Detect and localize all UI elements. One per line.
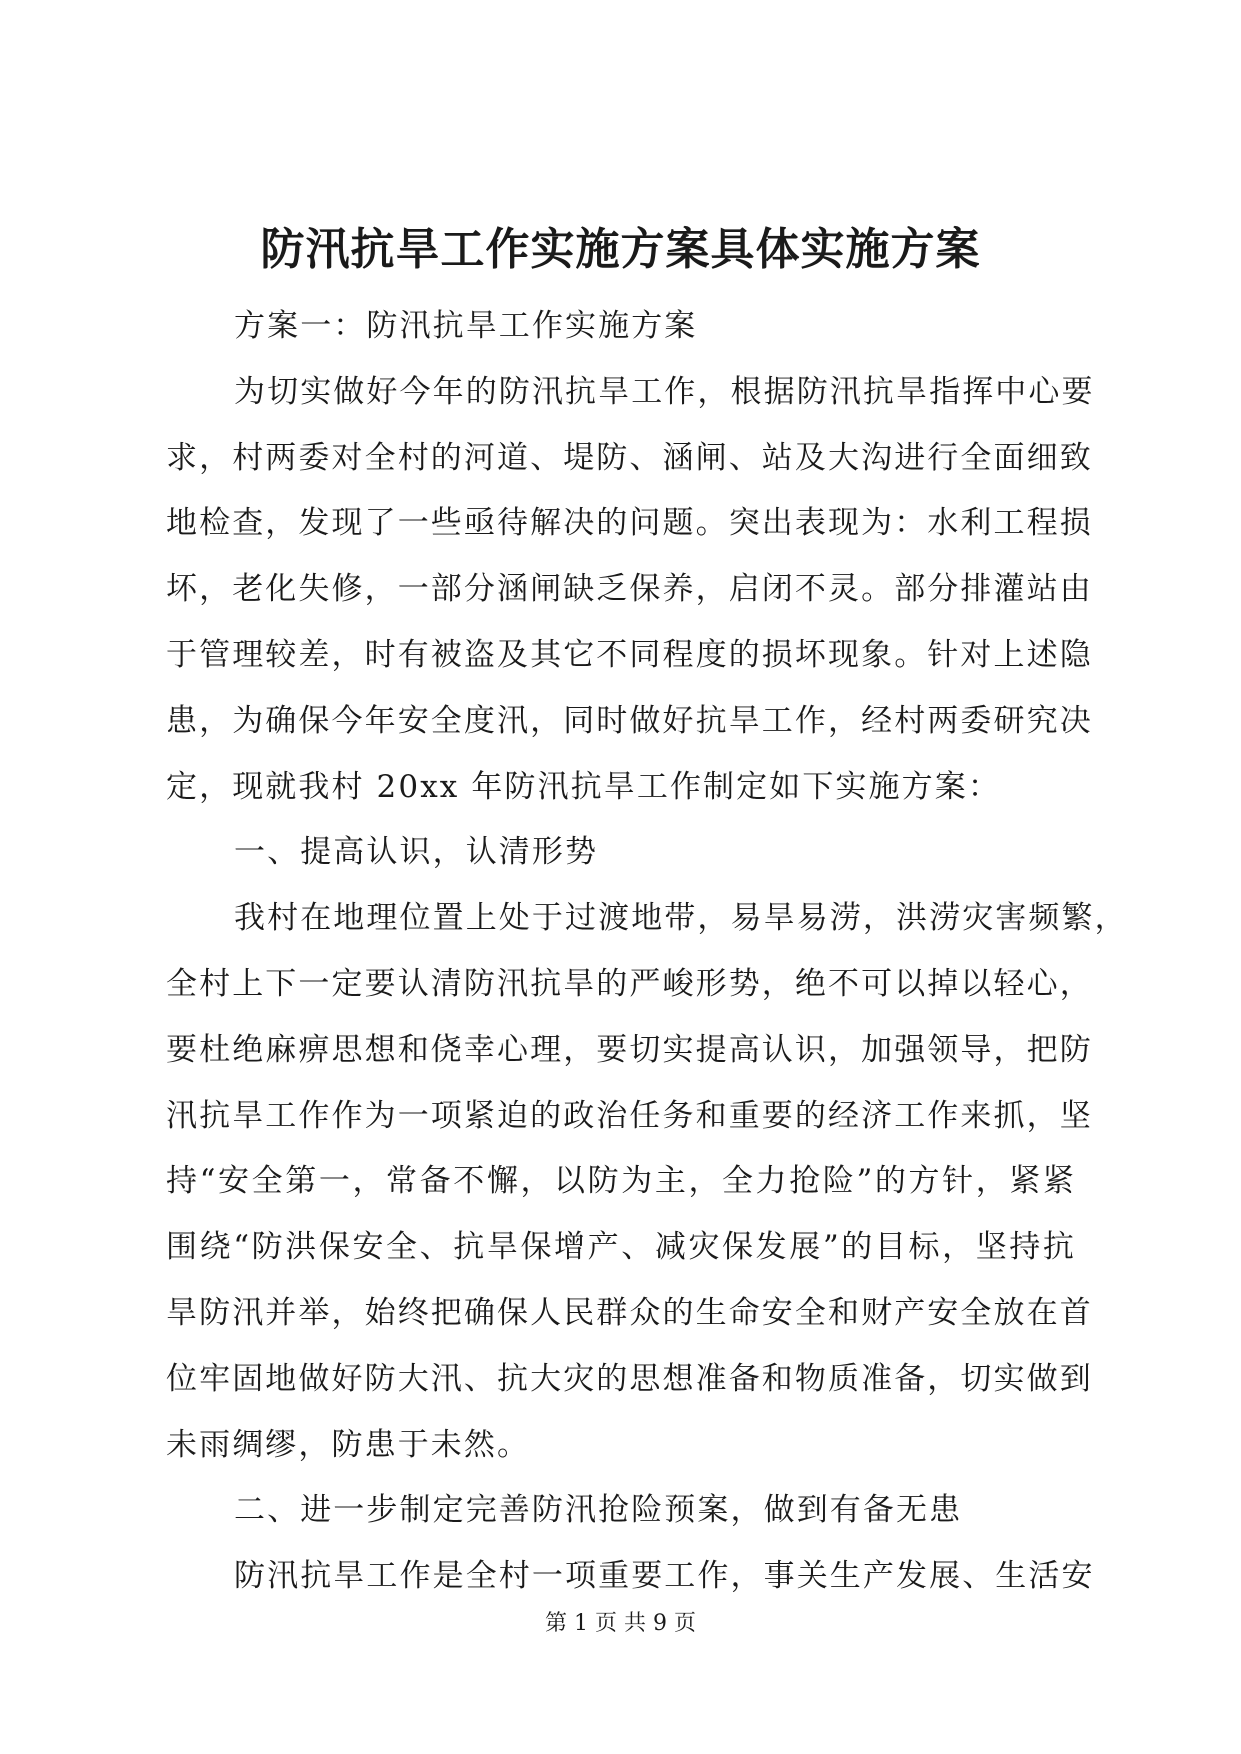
body-line: 地检查，发现了一些亟待解决的问题。突出表现为：水利工程损 [166,505,1093,542]
body-line: 求，村两委对全村的河道、堤防、涵闸、站及大沟进行全面细致 [166,439,1093,476]
body-line: 位牢固地做好防大汛、抗大灾的思想准备和物质准备，切实做到 [166,1360,1093,1397]
body-line: 防汛抗旱工作是全村一项重要工作，事关生产发展、生活安 [234,1558,1095,1595]
page-number: 第 1 页 共 9 页 [545,1611,696,1636]
body-line: 未雨绸缪，防患于未然。 [166,1426,531,1463]
document-body [166,294,1128,1610]
body-line: 坏，老化失修，一部分涵闸缺乏保养，启闭不灵。部分排灌站由 [166,571,1093,608]
body-line: 全村上下一定要认清防汛抗旱的严峻形势，绝不可以掉以轻心， [166,965,1093,1002]
document-title: 防汛抗旱工作实施方案具体实施方案 [260,224,981,275]
section-heading: 一、提高认识，认清形势 [234,834,599,871]
body-line: 为切实做好今年的防汛抗旱工作，根据防汛抗旱指挥中心要 [234,373,1095,410]
body-line: 要杜绝麻痹思想和侥幸心理，要切实提高认识，加强领导，把防 [166,1031,1093,1068]
body-line: 旱防汛并举，始终把确保人民群众的生命安全和财产安全放在首 [166,1294,1093,1331]
body-line: 患，为确保今年安全度汛，同时做好抗旱工作，经村两委研究决 [166,702,1093,739]
body-line: 我村在地理位置上处于过渡地带，易旱易涝，洪涝灾害频繁， [234,900,1128,937]
body-line: 持“安全第一，常备不懈，以防为主，全力抢险”的方针，紧紧 [166,1163,1076,1200]
section-heading: 二、进一步制定完善防汛抢险预案，做到有备无患 [234,1492,963,1529]
body-line: 于管理较差，时有被盗及其它不同程度的损坏现象。针对上述隐 [166,636,1093,673]
body-line: 定，现就我村 20xx 年防汛抗旱工作制定如下实施方案： [166,768,1001,805]
body-line: 汛抗旱工作作为一项紧迫的政治任务和重要的经济工作来抓，坚 [166,1097,1093,1134]
body-line: 方案一：防汛抗旱工作实施方案 [234,308,698,344]
body-line: 围绕“防洪保安全、抗旱保增产、减灾保发展”的目标，坚持抗 [166,1229,1076,1266]
